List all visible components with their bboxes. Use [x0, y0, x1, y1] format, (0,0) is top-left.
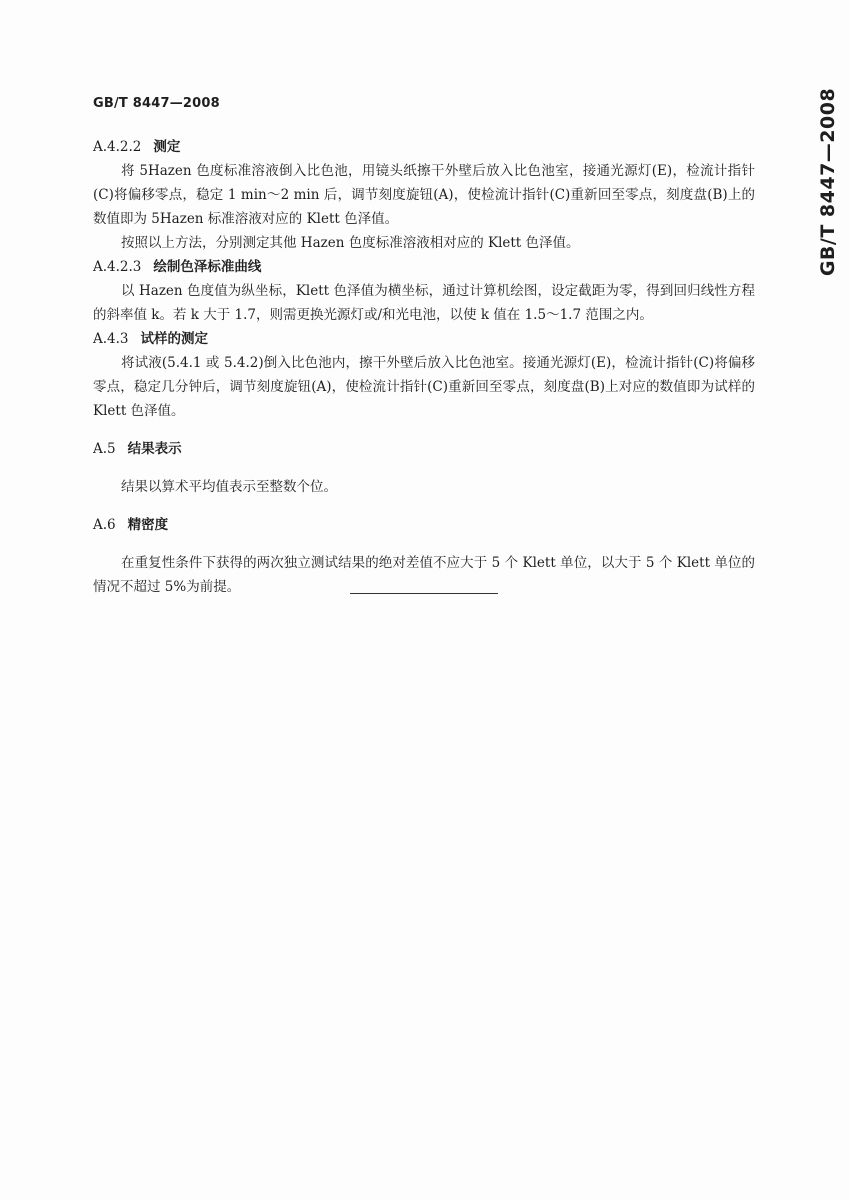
section-title: 测定 [153, 139, 181, 155]
section-number: A.4.2.3 [93, 259, 142, 275]
section-heading-a5 [93, 437, 755, 461]
section-heading-a6 [93, 513, 755, 537]
section-heading-a43 [93, 327, 755, 351]
side-standard-code [806, 82, 849, 282]
paragraph-precision: 在重复性条件下获得的两次独立测试结果的绝对差值不应大于 5 个 Klett 单位，以大于 5 个 Klett 单位的情况不超过 5%为前提。 [93, 555, 755, 595]
section-number: A.5 [93, 441, 116, 457]
section-number: A.4.2.2 [93, 139, 142, 155]
paragraph-measurement-procedure: 将 5Hazen 色度标准溶液倒入比色池，用镜头纸擦干外壁后放入比色池室，接通光源灯(E)，检流计指针(C)将偏移零点，稳定 1 min～2 min 后，调节刻度旋钮(A)，使检流计指针(C)重新回至零点，刻度盘(B)上的数值即为 5Hazen 标准溶液对应的 Klett 色泽值。 [93, 163, 755, 227]
section-title: 绘制色泽标准曲线 [153, 259, 262, 275]
section-title: 精密度 [127, 517, 169, 533]
paragraph-result-expression: 结果以算术平均值表示至整数个位。 [121, 479, 337, 495]
page-header-standard-code: GB/T 8447—2008 [93, 96, 220, 111]
section-number: A.6 [93, 517, 116, 533]
paragraph-sample-measurement: 将试液(5.4.1 或 5.4.2)倒入比色池内，擦干外壁后放入比色池室。接通光源灯(E)，检流计指针(C)将偏移零点，稳定几分钟后，调节刻度旋钮(A)，使检流计指针(C)重新回至零点，刻度盘(B)上对应的数值即为试样的 Klett 色泽值。 [93, 355, 755, 419]
section-number: A.4.3 [93, 331, 129, 347]
section-title: 试样的测定 [140, 331, 209, 347]
paragraph-standard-curve: 以 Hazen 色度值为纵坐标，Klett 色泽值为横坐标，通过计算机绘图，设定截距为零，得到回归线性方程的斜率值 k。若 k 大于 1.7，则需更换光源灯或/和光电池，以使 k 值在 1.5～1.7 范围之内。 [93, 283, 755, 323]
section-heading-a423 [93, 255, 755, 279]
side-standard-code-text: GB/T 8447—2008 [817, 87, 839, 277]
document-body [93, 135, 755, 599]
section-title: 结果表示 [127, 441, 182, 457]
paragraph-measure-others: 按照以上方法，分别测定其他 Hazen 色度标准溶液相对应的 Klett 色泽值。 [121, 235, 580, 251]
end-of-document-rule [350, 593, 498, 594]
section-heading-a422 [93, 135, 755, 159]
